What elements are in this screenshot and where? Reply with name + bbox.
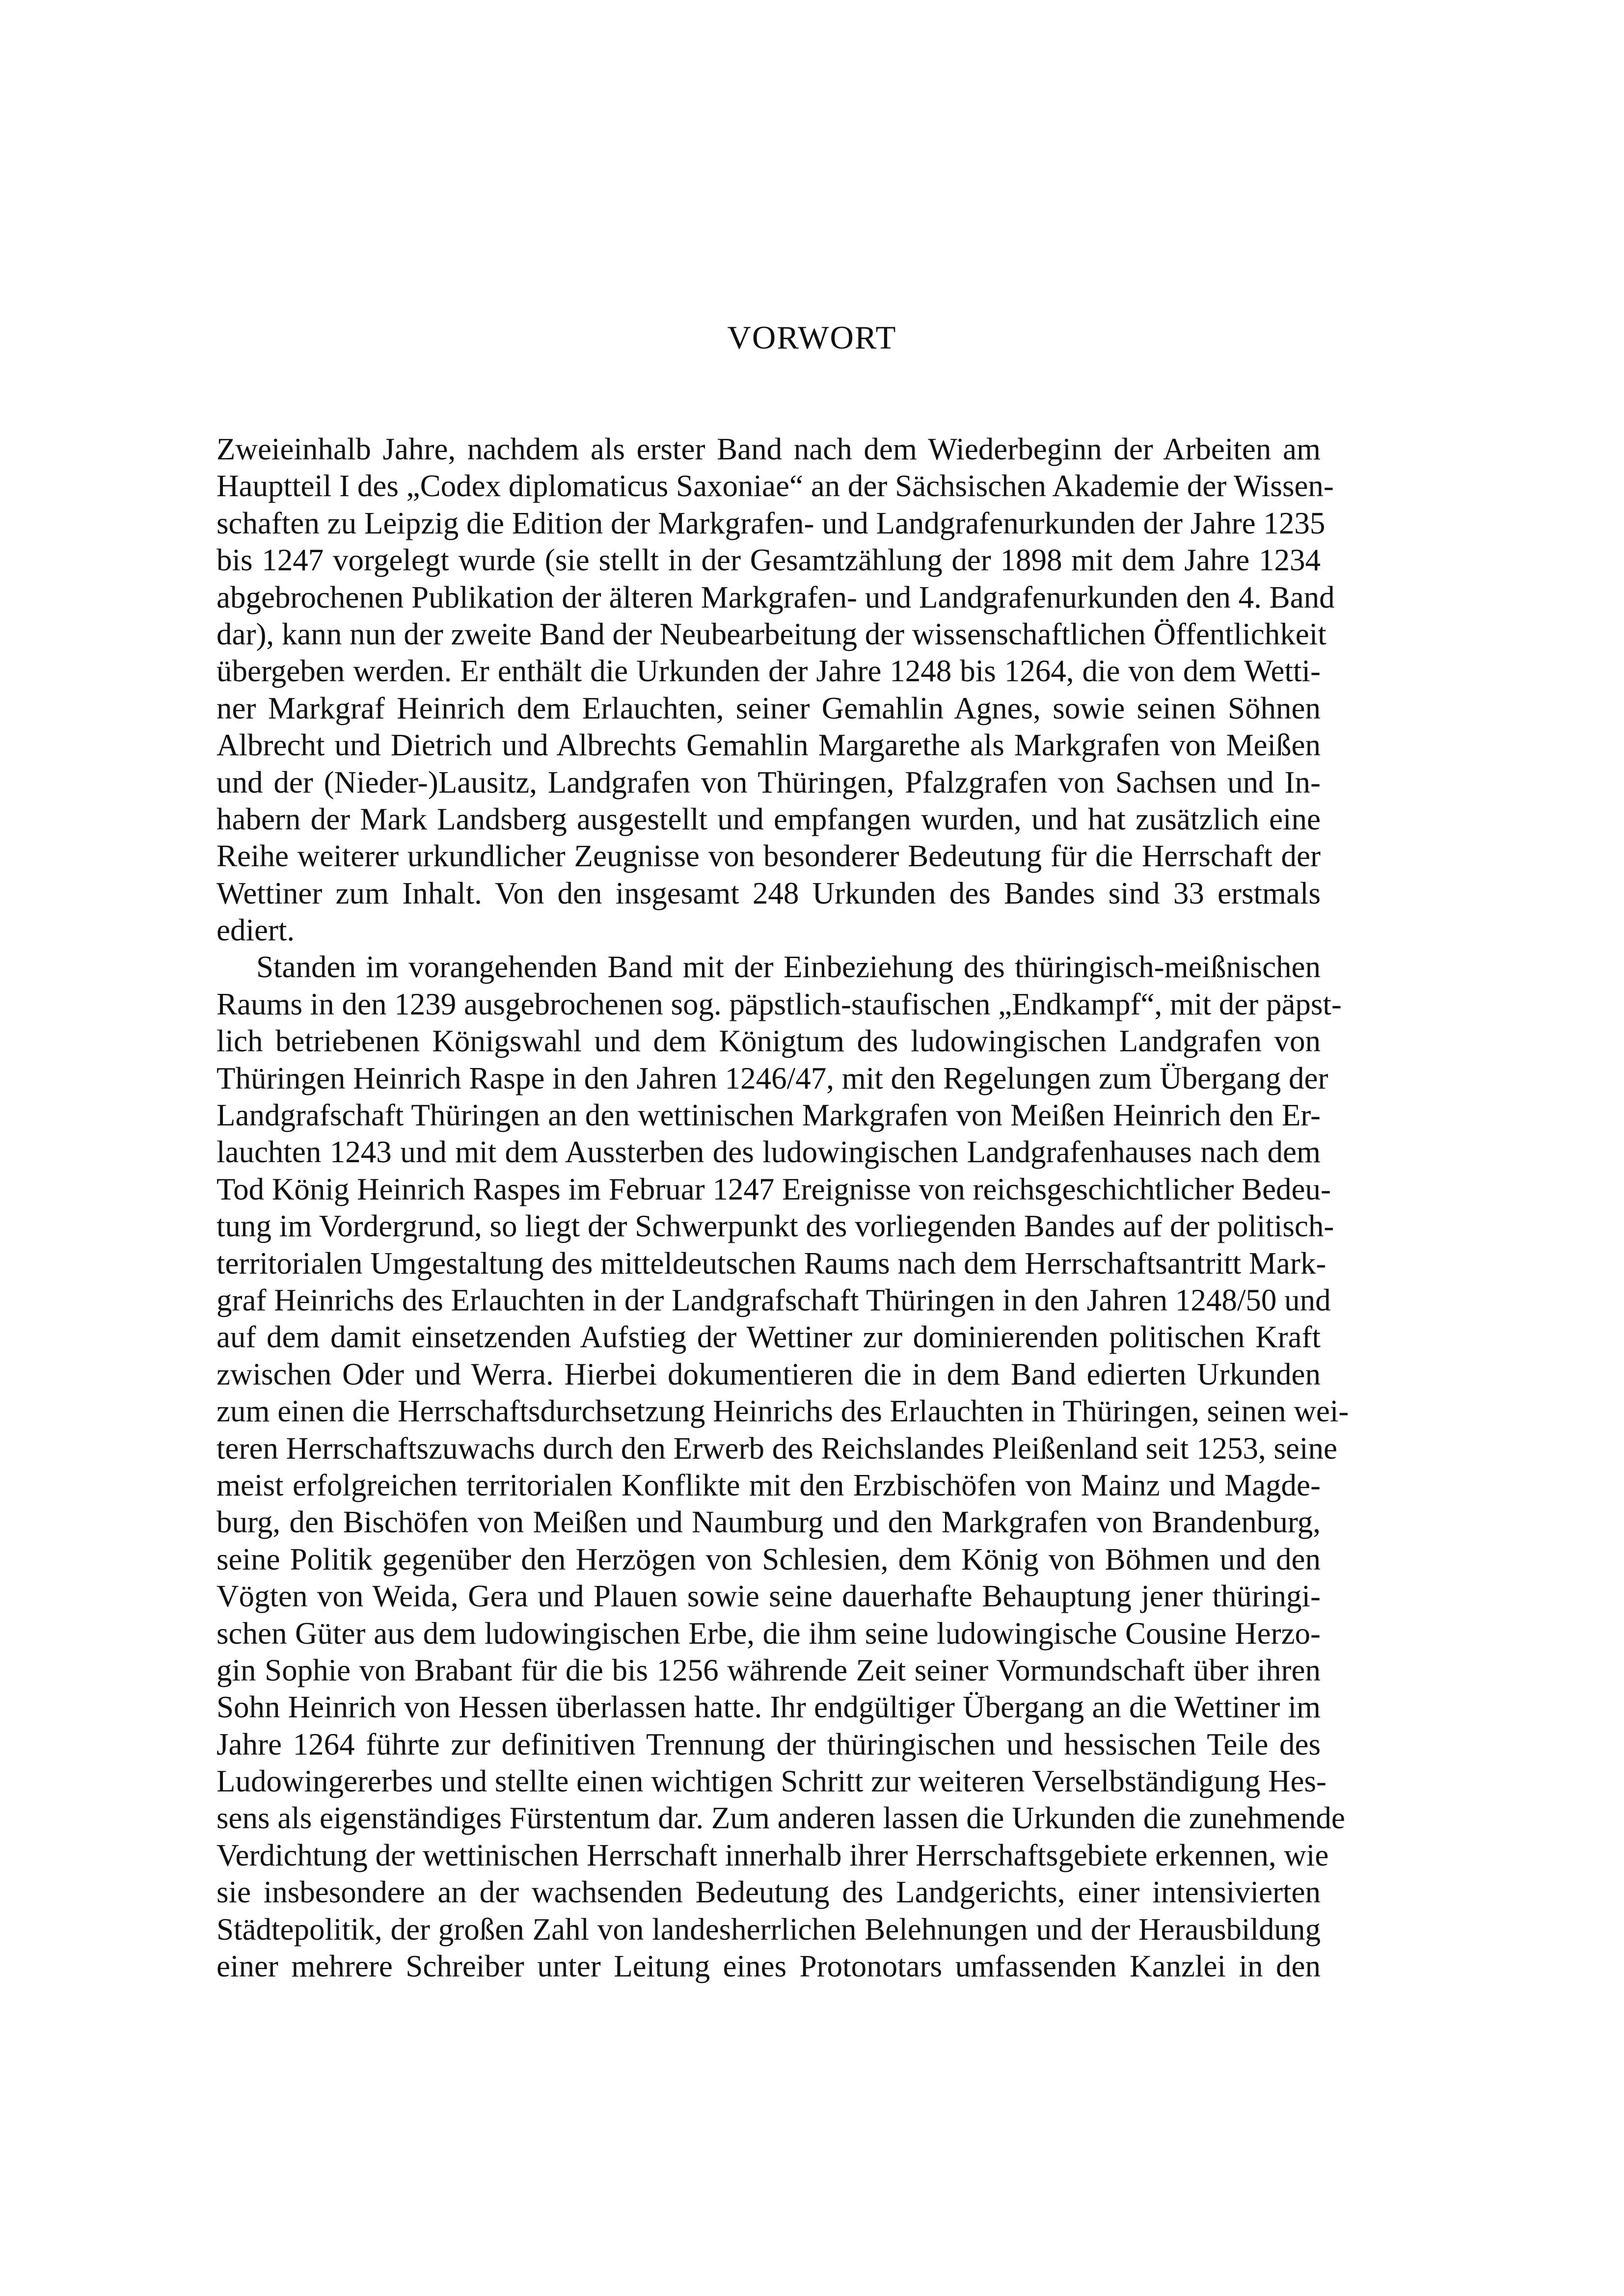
text-line: territorialen Umgestaltung des mitteldeutschen Raums nach dem Herrschaftsantritt Mark- xyxy=(217,1246,1326,1281)
text-line: ediert. xyxy=(217,913,295,948)
body-text xyxy=(217,431,1349,1985)
text-line: burg, den Bischöfen von Meißen und Naumburg und den Markgrafen von Brandenburg, xyxy=(217,1505,1321,1540)
text-line: lich betriebenen Königswahl und dem Königtum des ludowingischen Landgrafen von xyxy=(217,1024,1321,1059)
text-line: Zweieinhalb Jahre, nachdem als erster Band nach dem Wiederbeginn der Arbeiten am xyxy=(217,432,1321,466)
text-line: Wettiner zum Inhalt. Von den insgesamt 248 Urkunden des Bandes sind 33 erstmals xyxy=(217,876,1321,910)
text-line: Verdichtung der wettinischen Herrschaft innerhalb ihrer Herrschaftsgebiete erkennen, wie xyxy=(217,1838,1329,1872)
text-line: Landgrafschaft Thüringen an den wettinischen Markgrafen von Meißen Heinrich den Er- xyxy=(217,1098,1321,1133)
text-line: gin Sophie von Brabant für die bis 1256 währende Zeit seiner Vormundschaft über ihren xyxy=(217,1653,1321,1687)
text-line: zum einen die Herrschaftsdurchsetzung Heinrichs des Erlauchten in Thüringen, seinen wei- xyxy=(217,1394,1349,1429)
text-line: schen Güter aus dem ludowingischen Erbe, die ihm seine ludowingische Cousine Herzo- xyxy=(217,1616,1321,1651)
text-line: sens als eigenständiges Fürstentum dar. Zum anderen lassen die Urkunden die zunehmende xyxy=(217,1801,1345,1836)
text-line: sie insbesondere an der wachsenden Bedeutung des Landgerichts, einer intensivierten xyxy=(217,1875,1321,1910)
text-line: schaften zu Leipzig die Edition der Markgrafen- und Landgrafenurkunden der Jahre 1235 xyxy=(217,506,1326,540)
text-line: Sohn Heinrich von Hessen überlassen hatte. Ihr endgültiger Übergang an die Wettiner im xyxy=(217,1690,1321,1725)
text-line: lauchten 1243 und mit dem Aussterben des ludowingischen Landgrafenhauses nach dem xyxy=(217,1135,1321,1170)
text-line: bis 1247 vorgelegt wurde (sie stellt in der Gesamtzählung der 1898 mit dem Jahre 1234 xyxy=(217,543,1321,578)
text-line: Tod König Heinrich Raspes im Februar 1247 Ereignisse von reichsgeschichtlicher Bedeu- xyxy=(217,1172,1331,1206)
text-line: teren Herrschaftszuwachs durch den Erwerb des Reichslandes Pleißenland seit 1253, seine xyxy=(217,1431,1337,1466)
text-line: seine Politik gegenüber den Herzögen von Schlesien, dem König von Böhmen und den xyxy=(217,1542,1321,1576)
text-line: zwischen Oder und Werra. Hierbei dokumentieren die in dem Band edierten Urkunden xyxy=(217,1357,1321,1391)
text-line: Ludowingererbes und stellte einen wichtigen Schritt zur weiteren Verselbständigung Hes- xyxy=(217,1764,1326,1799)
text-line: auf dem damit einsetzenden Aufstieg der Wettiner zur dominierenden politischen Kraft xyxy=(217,1320,1321,1355)
text-line: graf Heinrichs des Erlauchten in der Landgrafschaft Thüringen in den Jahren 1248/50 und xyxy=(217,1282,1331,1317)
text-line: abgebrochenen Publikation der älteren Markgrafen- und Landgrafenurkunden den 4. Band xyxy=(217,580,1335,614)
text-line: einer mehrere Schreiber unter Leitung eines Protonotars umfassenden Kanzlei in den xyxy=(217,1949,1321,1984)
text-line: Vögten von Weida, Gera und Plauen sowie seine dauerhafte Behauptung jener thüringi- xyxy=(217,1579,1321,1614)
text-line: übergeben werden. Er enthält die Urkunden der Jahre 1248 bis 1264, die von dem Wetti- xyxy=(217,654,1321,689)
text-line: Albrecht und Dietrich und Albrechts Gemahlin Margarethe als Markgrafen von Meißen xyxy=(217,728,1321,763)
text-line: Reihe weiterer urkundlicher Zeugnisse von besonderer Bedeutung für die Herrschaft der xyxy=(217,839,1321,874)
text-line: Jahre 1264 führte zur definitiven Trennung der thüringischen und hessischen Teile des xyxy=(217,1727,1321,1762)
text-line: tung im Vordergrund, so liegt der Schwerpunkt des vorliegenden Bandes auf der politisch- xyxy=(217,1209,1334,1244)
paragraph-1 xyxy=(217,431,1335,949)
text-line: Thüringen Heinrich Raspe in den Jahren 1246/47, mit den Regelungen zum Übergang der xyxy=(217,1061,1328,1095)
text-line: dar), kann nun der zweite Band der Neubearbeitung der wissenschaftlichen Öffentlichkeit xyxy=(217,616,1326,651)
paragraph-2 xyxy=(217,949,1349,1985)
text-line: habern der Mark Landsberg ausgestellt und empfangen wurden, und hat zusätzlich eine xyxy=(217,801,1321,836)
text-line: Hauptteil I des „Codex diplomaticus Saxoniae“ an der Sächsischen Akademie der Wissen- xyxy=(217,469,1334,504)
text-line: Raums in den 1239 ausgebrochenen sog. päpstlich-staufischen „Endkampf“, mit der päpst- xyxy=(217,987,1342,1021)
text-line: und der (Nieder-)Lausitz, Landgrafen von Thüringen, Pfalzgrafen von Sachsen und In- xyxy=(217,765,1321,800)
page-title: VORWORT xyxy=(727,320,897,356)
text-line: ner Markgraf Heinrich dem Erlauchten, seiner Gemahlin Agnes, sowie seinen Söhnen xyxy=(217,691,1321,725)
text-line: meist erfolgreichen territorialen Konflikte mit den Erzbischöfen von Mainz und Magde- xyxy=(217,1468,1321,1502)
text-line: Standen im vorangehenden Band mit der Einbeziehung des thüringisch-meißnischen xyxy=(256,950,1321,985)
text-line: Städtepolitik, der großen Zahl von landesherrlichen Belehnungen und der Herausbildung xyxy=(217,1912,1321,1947)
